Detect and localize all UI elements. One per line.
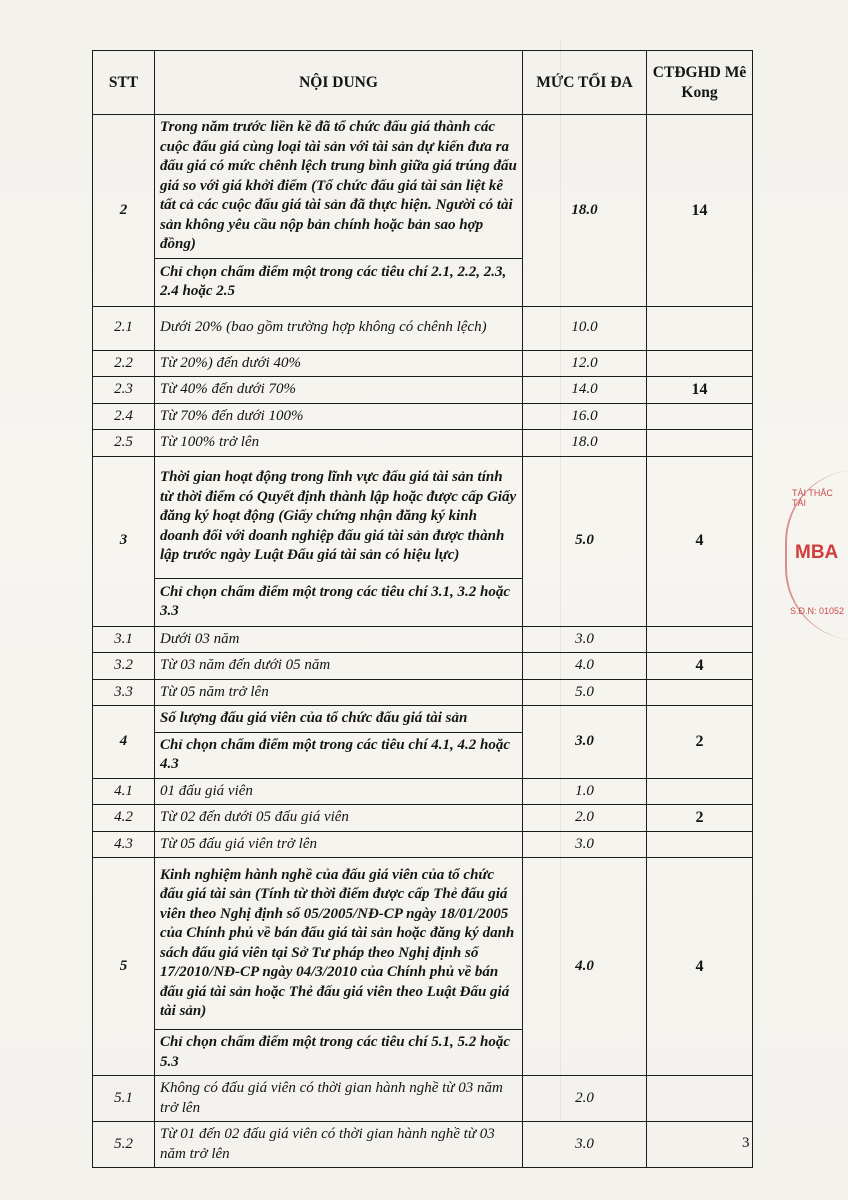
header-content: NỘI DUNG [155, 51, 523, 115]
row-stt: 2.5 [93, 430, 155, 457]
header-stt: STT [93, 51, 155, 115]
row-max: 3.0 [523, 831, 647, 858]
row-max: 18.0 [523, 115, 647, 307]
row-stt: 2.4 [93, 403, 155, 430]
row-content: Thời gian hoạt động trong lĩnh vực đấu giá tài sản tính từ thời điểm có Quyết định thành lập hoặc được cấp Giấy đăng ký hoạt động (Giấy chứng nhận đăng ký kinh doanh đối với doanh nghiệp đấu giá tài sản được thành lập trước ngày Luật Đấu giá tài sản có hiệu lực) [155, 456, 523, 578]
table-header-row [93, 51, 753, 115]
row-stt: 2.2 [93, 350, 155, 377]
row-score [647, 306, 753, 350]
table-row [93, 456, 753, 578]
row-stt: 3.1 [93, 626, 155, 653]
row-stt: 3.2 [93, 653, 155, 680]
table-row [93, 778, 753, 805]
row-content: Từ 01 đến 02 đấu giá viên có thời gian hành nghề từ 03 năm trở lên [155, 1122, 523, 1168]
table-row [93, 1076, 753, 1122]
row-content: Từ 70% đến dưới 100% [155, 403, 523, 430]
row-max: 1.0 [523, 778, 647, 805]
row-note: Chỉ chọn chấm điểm một trong các tiêu chí 5.1, 5.2 hoặc 5.3 [155, 1030, 523, 1076]
table-row [93, 350, 753, 377]
row-content: Từ 20%) đến dưới 40% [155, 350, 523, 377]
row-content: Dưới 20% (bao gồm trường hợp không có chênh lệch) [155, 306, 523, 350]
row-max: 3.0 [523, 706, 647, 779]
header-max: MỨC TỐI ĐA [523, 51, 647, 115]
row-score [647, 1122, 753, 1168]
row-content: Từ 02 đến dưới 05 đấu giá viên [155, 805, 523, 832]
row-content: Không có đấu giá viên có thời gian hành nghề từ 03 năm trở lên [155, 1076, 523, 1122]
row-note: Chỉ chọn chấm điểm một trong các tiêu chí 4.1, 4.2 hoặc 4.3 [155, 732, 523, 778]
table-row [93, 626, 753, 653]
row-note: Chỉ chọn chấm điểm một trong các tiêu chí 3.1, 3.2 hoặc 3.3 [155, 578, 523, 626]
row-score [647, 1076, 753, 1122]
row-content: Dưới 03 năm [155, 626, 523, 653]
row-score: 2 [647, 805, 753, 832]
row-stt: 5.2 [93, 1122, 155, 1168]
row-content: Từ 05 đấu giá viên trở lên [155, 831, 523, 858]
row-max: 5.0 [523, 679, 647, 706]
row-content: 01 đấu giá viên [155, 778, 523, 805]
row-score: 2 [647, 706, 753, 779]
row-max: 5.0 [523, 456, 647, 626]
row-stt: 4.1 [93, 778, 155, 805]
row-max: 16.0 [523, 403, 647, 430]
row-stt: 4 [93, 706, 155, 779]
row-max: 18.0 [523, 430, 647, 457]
table-row [93, 306, 753, 350]
stamp-mba-text: MBA [795, 542, 839, 563]
row-max: 12.0 [523, 350, 647, 377]
page-number: 3 [742, 1135, 750, 1151]
row-score: 14 [647, 115, 753, 307]
table-row [93, 430, 753, 457]
row-max: 14.0 [523, 377, 647, 404]
row-score: 4 [647, 456, 753, 626]
row-max: 2.0 [523, 805, 647, 832]
row-content: Từ 100% trở lên [155, 430, 523, 457]
row-content: Từ 40% đến dưới 70% [155, 377, 523, 404]
row-stt: 2.3 [93, 377, 155, 404]
row-stt: 3.3 [93, 679, 155, 706]
table-row [93, 679, 753, 706]
row-score [647, 778, 753, 805]
row-content: Kinh nghiệm hành nghề của đấu giá viên của tổ chức đấu giá tài sản (Tính từ thời điểm được cấp Thẻ đấu giá viên theo Nghị định số 05/2005/NĐ-CP ngày 18/01/2005 của Chính phủ về bán đấu giá tài sản hoặc đăng ký danh sách đấu giá viên tại Sở Tư pháp theo Nghị định số 17/2010/NĐ-CP ngày 04/3/2010 của Chính phủ về bán đấu giá tài sản hoặc Thẻ đấu giá viên theo Luật Đấu giá tài sản) [155, 858, 523, 1030]
stamp-bottom-text: S.Đ.N: 01052 [790, 606, 845, 616]
row-max: 4.0 [523, 653, 647, 680]
row-note: Chỉ chọn chấm điểm một trong các tiêu chí 2.1, 2.2, 2.3, 2.4 hoặc 2.5 [155, 258, 523, 306]
row-score [647, 626, 753, 653]
header-org: CTĐGHD Mê Kong [647, 51, 753, 115]
row-max: 10.0 [523, 306, 647, 350]
row-score [647, 831, 753, 858]
row-stt: 2 [93, 115, 155, 307]
row-max: 3.0 [523, 1122, 647, 1168]
row-score [647, 403, 753, 430]
stamp-top-text: TÀI THẮC TÀI [792, 488, 833, 508]
table-row [93, 115, 753, 259]
row-content: Từ 03 năm đến dưới 05 năm [155, 653, 523, 680]
row-content: Số lượng đấu giá viên của tổ chức đấu giá tài sản [155, 706, 523, 733]
table-row [93, 403, 753, 430]
row-score [647, 430, 753, 457]
row-max: 2.0 [523, 1076, 647, 1122]
row-max: 4.0 [523, 858, 647, 1076]
row-content: Trong năm trước liền kề đã tổ chức đấu giá thành các cuộc đấu giá cùng loại tài sản với tài sản dự kiến đưa ra đấu giá có mức chênh lệch trung bình giữa giá trúng đấu giá so với giá khởi điểm (Tổ chức đấu giá tài sản liệt kê tất cả các cuộc đấu giá tài sản đã thực hiện. Người có tài sản không yêu cầu nộp bản chính hoặc bản sao hợp đồng) [155, 115, 523, 259]
row-stt: 4.3 [93, 831, 155, 858]
row-score: 4 [647, 653, 753, 680]
table-row [93, 1122, 753, 1168]
table-row [93, 653, 753, 680]
table-row [93, 831, 753, 858]
row-score [647, 350, 753, 377]
row-stt: 5.1 [93, 1076, 155, 1122]
table-row [93, 805, 753, 832]
row-score: 4 [647, 858, 753, 1076]
row-stt: 2.1 [93, 306, 155, 350]
row-stt: 4.2 [93, 805, 155, 832]
table-row [93, 377, 753, 404]
row-max: 3.0 [523, 626, 647, 653]
row-score: 14 [647, 377, 753, 404]
row-score [647, 679, 753, 706]
table-row [93, 706, 753, 733]
table-row [93, 858, 753, 1030]
row-stt: 3 [93, 456, 155, 626]
row-stt: 5 [93, 858, 155, 1076]
row-content: Từ 05 năm trở lên [155, 679, 523, 706]
scoring-table [92, 50, 753, 1168]
